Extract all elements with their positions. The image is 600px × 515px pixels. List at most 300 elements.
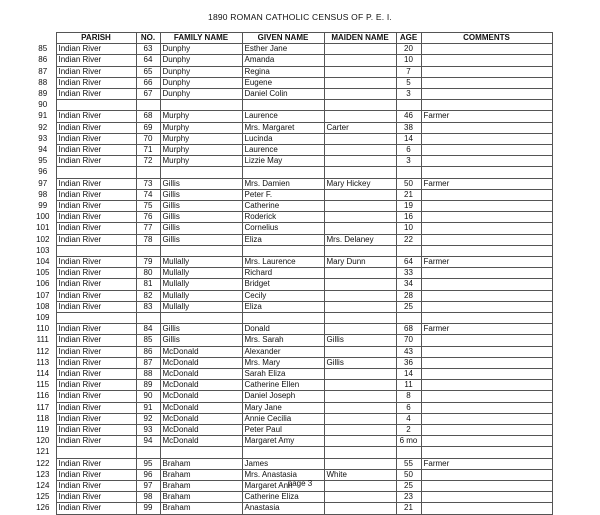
cell-family-name: McDonald xyxy=(160,413,242,424)
table-row xyxy=(30,436,552,447)
cell-line-number: 99 xyxy=(38,201,48,211)
cell-given-name: Mrs. Damien xyxy=(242,178,324,189)
cell-parish: Indian River xyxy=(56,413,136,424)
cell-parish: Indian River xyxy=(56,133,136,144)
cell-age: 21 xyxy=(396,503,421,514)
cell-no: 65 xyxy=(136,66,160,77)
cell-comments xyxy=(421,145,552,156)
cell-given-name xyxy=(242,100,324,111)
cell-age: 6 xyxy=(396,145,421,156)
table-row xyxy=(30,492,552,503)
cell-parish: Indian River xyxy=(56,77,136,88)
table-row xyxy=(30,346,552,357)
cell-parish: Indian River xyxy=(56,425,136,436)
cell-given-name: Regina xyxy=(242,66,324,77)
cell-given-name: Mrs. Laurence xyxy=(242,257,324,268)
cell-parish: Indian River xyxy=(56,44,136,55)
cell-comments xyxy=(421,413,552,424)
census-table xyxy=(30,32,553,515)
cell-no: 88 xyxy=(136,369,160,380)
cell-line-number: 91 xyxy=(38,111,48,121)
cell-parish: Indian River xyxy=(56,268,136,279)
cell-given-name: Richard xyxy=(242,268,324,279)
cell-maiden-name xyxy=(324,212,396,223)
table-row xyxy=(30,301,552,312)
cell-no: 90 xyxy=(136,391,160,402)
cell-comments xyxy=(421,425,552,436)
cell-maiden-name xyxy=(324,369,396,380)
cell-maiden-name xyxy=(324,492,396,503)
cell-no: 93 xyxy=(136,425,160,436)
cell-no: 78 xyxy=(136,234,160,245)
cell-family-name: Braham xyxy=(160,503,242,514)
cell-age: 8 xyxy=(396,391,421,402)
cell-parish: Indian River xyxy=(56,357,136,368)
cell-age: 46 xyxy=(396,111,421,122)
cell-age xyxy=(396,313,421,324)
cell-given-name: Mrs. Anastasia xyxy=(242,469,324,480)
header-given-name: GIVEN NAME xyxy=(242,33,324,44)
cell-line-number: 123 xyxy=(36,469,50,479)
cell-parish: Indian River xyxy=(56,189,136,200)
cell-parish: Indian River xyxy=(56,391,136,402)
cell-parish: Indian River xyxy=(56,145,136,156)
cell-no: 67 xyxy=(136,89,160,100)
cell-age xyxy=(396,100,421,111)
cell-maiden-name xyxy=(324,55,396,66)
cell-no: 92 xyxy=(136,413,160,424)
table-row xyxy=(30,156,552,167)
cell-given-name: Laurence xyxy=(242,111,324,122)
cell-given-name: Eliza xyxy=(242,301,324,312)
cell-line-number: 85 xyxy=(38,44,48,54)
cell-line-number: 110 xyxy=(36,324,50,334)
cell-no: 85 xyxy=(136,335,160,346)
cell-line-number: 107 xyxy=(36,290,50,300)
cell-age: 6 xyxy=(396,402,421,413)
cell-age: 10 xyxy=(396,223,421,234)
cell-no: 75 xyxy=(136,201,160,212)
cell-maiden-name: Gillis xyxy=(324,357,396,368)
cell-no xyxy=(136,313,160,324)
cell-maiden-name xyxy=(324,245,396,256)
cell-maiden-name xyxy=(324,156,396,167)
cell-family-name: Gillis xyxy=(160,234,242,245)
cell-comments xyxy=(421,268,552,279)
table-row xyxy=(30,77,552,88)
cell-comments xyxy=(421,189,552,200)
cell-age: 28 xyxy=(396,290,421,301)
cell-no: 91 xyxy=(136,402,160,413)
cell-no: 70 xyxy=(136,133,160,144)
cell-given-name: Eliza xyxy=(242,234,324,245)
cell-given-name: Anastasia xyxy=(242,503,324,514)
cell-no: 96 xyxy=(136,469,160,480)
cell-maiden-name xyxy=(324,279,396,290)
cell-parish xyxy=(56,167,136,178)
table-row xyxy=(30,458,552,469)
cell-comments xyxy=(421,402,552,413)
cell-no: 94 xyxy=(136,436,160,447)
cell-maiden-name: Carter xyxy=(324,122,396,133)
table-row xyxy=(30,133,552,144)
cell-given-name xyxy=(242,313,324,324)
cell-family-name: Braham xyxy=(160,492,242,503)
cell-age: 33 xyxy=(396,268,421,279)
cell-line-number: 119 xyxy=(36,425,50,435)
cell-comments xyxy=(421,503,552,514)
cell-family-name: Gillis xyxy=(160,223,242,234)
cell-maiden-name xyxy=(324,111,396,122)
header-parish: PARISH xyxy=(56,33,136,44)
cell-given-name: Annie Cecilia xyxy=(242,413,324,424)
cell-age: 38 xyxy=(396,122,421,133)
cell-family-name: Gillis xyxy=(160,212,242,223)
cell-age xyxy=(396,167,421,178)
cell-family-name: Gillis xyxy=(160,335,242,346)
cell-given-name xyxy=(242,447,324,458)
cell-no: 71 xyxy=(136,145,160,156)
cell-maiden-name xyxy=(324,167,396,178)
cell-family-name: Mullally xyxy=(160,290,242,301)
cell-no: 81 xyxy=(136,279,160,290)
cell-family-name xyxy=(160,100,242,111)
cell-family-name: Dunphy xyxy=(160,89,242,100)
cell-parish: Indian River xyxy=(56,503,136,514)
cell-maiden-name xyxy=(324,391,396,402)
cell-no: 69 xyxy=(136,122,160,133)
cell-comments xyxy=(421,201,552,212)
cell-line-number: 93 xyxy=(38,133,48,143)
cell-line-number: 88 xyxy=(38,77,48,87)
cell-no: 87 xyxy=(136,357,160,368)
cell-age: 25 xyxy=(396,301,421,312)
cell-parish: Indian River xyxy=(56,234,136,245)
cell-family-name: Mullally xyxy=(160,257,242,268)
table-row xyxy=(30,290,552,301)
cell-given-name: Daniel Colin xyxy=(242,89,324,100)
cell-no: 66 xyxy=(136,77,160,88)
cell-maiden-name xyxy=(324,458,396,469)
cell-comments xyxy=(421,89,552,100)
cell-family-name: McDonald xyxy=(160,380,242,391)
cell-line-number: 109 xyxy=(36,313,50,323)
cell-line-number: 125 xyxy=(36,492,50,502)
cell-comments xyxy=(421,212,552,223)
cell-line-number: 98 xyxy=(38,189,48,199)
cell-no: 74 xyxy=(136,189,160,200)
cell-maiden-name xyxy=(324,189,396,200)
header-age: AGE xyxy=(396,33,421,44)
table-row xyxy=(30,234,552,245)
cell-comments xyxy=(421,346,552,357)
cell-family-name: McDonald xyxy=(160,402,242,413)
cell-comments xyxy=(421,234,552,245)
cell-age: 23 xyxy=(396,492,421,503)
header-comments: COMMENTS xyxy=(421,33,552,44)
cell-line-number: 126 xyxy=(36,503,50,513)
cell-line-number: 101 xyxy=(36,223,50,233)
cell-maiden-name xyxy=(324,133,396,144)
cell-maiden-name: Mary Hickey xyxy=(324,178,396,189)
cell-family-name: Braham xyxy=(160,458,242,469)
table-row xyxy=(30,503,552,514)
cell-given-name: Mrs. Margaret xyxy=(242,122,324,133)
cell-given-name: Donald xyxy=(242,324,324,335)
cell-comments xyxy=(421,357,552,368)
cell-family-name: Dunphy xyxy=(160,44,242,55)
cell-no: 64 xyxy=(136,55,160,66)
cell-line-number: 108 xyxy=(36,301,50,311)
cell-line-number: 115 xyxy=(36,380,50,390)
cell-parish: Indian River xyxy=(56,55,136,66)
cell-age: 19 xyxy=(396,201,421,212)
cell-no: 98 xyxy=(136,492,160,503)
cell-family-name: Dunphy xyxy=(160,66,242,77)
cell-parish: Indian River xyxy=(56,290,136,301)
cell-given-name: Mary Jane xyxy=(242,402,324,413)
cell-comments xyxy=(421,447,552,458)
table-row xyxy=(30,447,552,458)
cell-family-name: Murphy xyxy=(160,122,242,133)
cell-family-name: McDonald xyxy=(160,391,242,402)
cell-parish: Indian River xyxy=(56,156,136,167)
cell-line-number: 86 xyxy=(38,55,48,65)
cell-maiden-name: Mary Dunn xyxy=(324,257,396,268)
cell-age: 70 xyxy=(396,335,421,346)
cell-line-number: 117 xyxy=(36,402,50,412)
cell-comments xyxy=(421,44,552,55)
cell-maiden-name xyxy=(324,268,396,279)
table-row xyxy=(30,357,552,368)
cell-age: 22 xyxy=(396,234,421,245)
cell-age: 7 xyxy=(396,66,421,77)
cell-family-name: Gillis xyxy=(160,189,242,200)
cell-parish: Indian River xyxy=(56,492,136,503)
cell-comments xyxy=(421,492,552,503)
cell-line-number: 116 xyxy=(36,391,50,401)
cell-line-number: 113 xyxy=(36,357,50,367)
cell-line-number: 94 xyxy=(38,145,48,155)
cell-given-name: Catherine xyxy=(242,201,324,212)
table-row xyxy=(30,279,552,290)
cell-no: 95 xyxy=(136,458,160,469)
cell-comments xyxy=(421,301,552,312)
cell-no: 89 xyxy=(136,380,160,391)
cell-age: 14 xyxy=(396,369,421,380)
cell-family-name: McDonald xyxy=(160,369,242,380)
cell-given-name: Cecily xyxy=(242,290,324,301)
cell-given-name: Roderick xyxy=(242,212,324,223)
table-row xyxy=(30,122,552,133)
cell-no xyxy=(136,245,160,256)
table-row xyxy=(30,212,552,223)
cell-age: 10 xyxy=(396,55,421,66)
table-row xyxy=(30,335,552,346)
cell-age: 3 xyxy=(396,156,421,167)
cell-comments xyxy=(421,245,552,256)
cell-age: 55 xyxy=(396,458,421,469)
cell-maiden-name: Mrs. Delaney xyxy=(324,234,396,245)
cell-no: 63 xyxy=(136,44,160,55)
cell-comments xyxy=(421,380,552,391)
cell-family-name: Dunphy xyxy=(160,55,242,66)
cell-given-name: Eugene xyxy=(242,77,324,88)
cell-parish: Indian River xyxy=(56,178,136,189)
cell-maiden-name xyxy=(324,313,396,324)
cell-family-name xyxy=(160,313,242,324)
cell-line-number: 111 xyxy=(36,335,49,345)
cell-comments xyxy=(421,335,552,346)
cell-no: 73 xyxy=(136,178,160,189)
table-row xyxy=(30,111,552,122)
cell-age: 68 xyxy=(396,324,421,335)
cell-age: 50 xyxy=(396,469,421,480)
cell-comments xyxy=(421,223,552,234)
cell-family-name: Dunphy xyxy=(160,77,242,88)
cell-line-number: 104 xyxy=(36,257,50,267)
cell-line-number: 121 xyxy=(36,447,50,457)
cell-family-name: McDonald xyxy=(160,357,242,368)
cell-parish: Indian River xyxy=(56,223,136,234)
table-row xyxy=(30,380,552,391)
table-row xyxy=(30,44,552,55)
table-row xyxy=(30,369,552,380)
cell-age: 2 xyxy=(396,425,421,436)
cell-age: 50 xyxy=(396,178,421,189)
cell-maiden-name xyxy=(324,290,396,301)
cell-no: 68 xyxy=(136,111,160,122)
cell-given-name: Alexander xyxy=(242,346,324,357)
cell-family-name: Murphy xyxy=(160,133,242,144)
cell-family-name: Murphy xyxy=(160,111,242,122)
cell-maiden-name xyxy=(324,44,396,55)
cell-maiden-name: Gillis xyxy=(324,335,396,346)
cell-age: 43 xyxy=(396,346,421,357)
cell-family-name: McDonald xyxy=(160,425,242,436)
table-row xyxy=(30,167,552,178)
table-row xyxy=(30,413,552,424)
table-row xyxy=(30,201,552,212)
cell-family-name: Murphy xyxy=(160,145,242,156)
cell-family-name: Gillis xyxy=(160,201,242,212)
cell-maiden-name xyxy=(324,100,396,111)
cell-no: 84 xyxy=(136,324,160,335)
cell-line-number: 120 xyxy=(36,436,50,446)
header-line-number xyxy=(30,33,56,44)
cell-given-name: Esther Jane xyxy=(242,44,324,55)
cell-given-name xyxy=(242,167,324,178)
table-row xyxy=(30,100,552,111)
cell-given-name: Daniel Joseph xyxy=(242,391,324,402)
cell-family-name: Murphy xyxy=(160,156,242,167)
cell-family-name: McDonald xyxy=(160,436,242,447)
cell-given-name: Margaret Amy xyxy=(242,436,324,447)
cell-maiden-name xyxy=(324,223,396,234)
cell-maiden-name xyxy=(324,436,396,447)
cell-parish: Indian River xyxy=(56,481,136,492)
cell-no xyxy=(136,100,160,111)
cell-parish: Indian River xyxy=(56,279,136,290)
cell-comments xyxy=(421,391,552,402)
header-row xyxy=(30,33,552,44)
cell-maiden-name xyxy=(324,201,396,212)
cell-line-number: 89 xyxy=(38,89,48,99)
cell-age xyxy=(396,245,421,256)
cell-maiden-name xyxy=(324,447,396,458)
cell-given-name: Mrs. Mary xyxy=(242,357,324,368)
table-row xyxy=(30,223,552,234)
cell-line-number: 103 xyxy=(36,245,50,255)
cell-parish: Indian River xyxy=(56,458,136,469)
cell-age: 11 xyxy=(396,380,421,391)
cell-comments xyxy=(421,167,552,178)
cell-maiden-name xyxy=(324,425,396,436)
cell-no: 86 xyxy=(136,346,160,357)
table-row xyxy=(30,268,552,279)
cell-given-name xyxy=(242,245,324,256)
cell-line-number: 97 xyxy=(38,178,48,188)
header-no: NO. xyxy=(136,33,160,44)
cell-given-name: Catherine Ellen xyxy=(242,380,324,391)
cell-no xyxy=(136,167,160,178)
cell-family-name: McDonald xyxy=(160,346,242,357)
cell-given-name: Peter F. xyxy=(242,189,324,200)
table-row xyxy=(30,425,552,436)
cell-parish xyxy=(56,100,136,111)
cell-comments: Farmer xyxy=(421,111,552,122)
cell-comments: Farmer xyxy=(421,324,552,335)
cell-comments xyxy=(421,122,552,133)
cell-no: 82 xyxy=(136,290,160,301)
cell-given-name: Amanda xyxy=(242,55,324,66)
document-title: 1890 ROMAN CATHOLIC CENSUS OF P. E. I. xyxy=(208,12,392,22)
cell-family-name: Gillis xyxy=(160,178,242,189)
cell-no xyxy=(136,447,160,458)
cell-line-number: 114 xyxy=(36,369,50,379)
cell-comments xyxy=(421,369,552,380)
cell-given-name: James xyxy=(242,458,324,469)
cell-line-number: 95 xyxy=(38,156,48,166)
cell-parish: Indian River xyxy=(56,111,136,122)
cell-given-name: Lucinda xyxy=(242,133,324,144)
cell-family-name: Braham xyxy=(160,481,242,492)
cell-age: 3 xyxy=(396,89,421,100)
cell-maiden-name xyxy=(324,324,396,335)
table-row xyxy=(30,178,552,189)
cell-parish: Indian River xyxy=(56,469,136,480)
cell-age: 14 xyxy=(396,133,421,144)
table-row xyxy=(30,66,552,77)
cell-parish xyxy=(56,245,136,256)
cell-comments xyxy=(421,133,552,144)
cell-age: 4 xyxy=(396,413,421,424)
cell-parish: Indian River xyxy=(56,122,136,133)
cell-age: 25 xyxy=(396,481,421,492)
cell-age: 64 xyxy=(396,257,421,268)
cell-given-name: Cornelius xyxy=(242,223,324,234)
cell-no: 83 xyxy=(136,301,160,312)
cell-comments xyxy=(421,313,552,324)
header-family-name: FAMILY NAME xyxy=(160,33,242,44)
cell-line-number: 118 xyxy=(36,413,50,423)
table-row xyxy=(30,391,552,402)
cell-family-name xyxy=(160,447,242,458)
cell-age: 21 xyxy=(396,189,421,200)
cell-comments xyxy=(421,156,552,167)
table-row xyxy=(30,189,552,200)
cell-comments xyxy=(421,66,552,77)
